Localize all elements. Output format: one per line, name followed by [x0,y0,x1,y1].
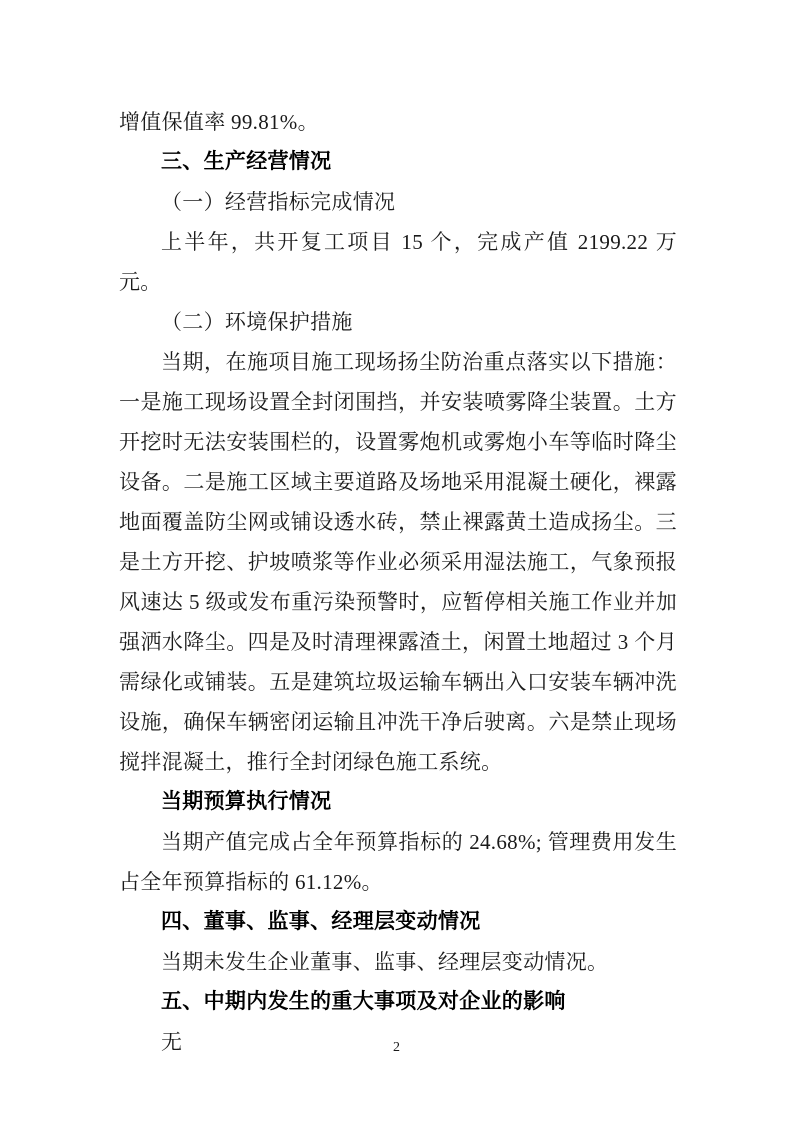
paragraph-management-changes: 当期未发生企业董事、监事、经理层变动情况。 [161,950,609,974]
section-heading-3-production-operation: 三、生产经营情况 [161,150,332,173]
carryover-text-value-preservation-rate: 增值保值率 99.81%。 [119,110,319,134]
section-heading-5-major-events: 五、中期内发生的重大事项及对企业的影响 [161,990,566,1013]
paragraph-none: 无 [161,1030,183,1054]
document-body [119,102,677,1062]
paragraph-operating-results: 上半年，共开复工项目 15 个，完成产值 2199.22 万元。 [119,230,677,294]
subsection-heading-1-operating-indicators: （一）经营指标完成情况 [161,190,396,214]
paragraph-environmental-measures: 当期，在施项目施工现场扬尘防治重点落实以下措施：一是施工现场设置全封闭围挡，并安装喷雾降尘装置。土方开挖时无法安装围栏的，设置雾炮机或雾炮小车等临时降尘设备。二是施工区域主要道路及场地采用混凝土硬化，裸露地面覆盖防尘网或铺设透水砖，禁止裸露黄土造成扬尘。三是土方开挖、护坡喷浆等作业必须采用湿法施工，气象预报风速达 5 级或发布重污染预警时，应暂停相关施工作业并加强洒水降尘。四是及时清理裸露渣土，闲置土地超过 3 个月需绿化或铺装。五是建筑垃圾运输车辆出入口安装车辆冲洗设施，确保车辆密闭运输且冲洗干净后驶离。六是禁止现场搅拌混凝土，推行全封闭绿色施工系统。 [119,350,677,774]
heading-budget-execution: 当期预算执行情况 [161,790,332,813]
page-footer [0,1034,793,1062]
section-heading-4-management-changes: 四、董事、监事、经理层变动情况 [161,910,481,933]
page-number: 2 [393,1040,400,1055]
subsection-heading-2-environmental-protection: （二）环境保护措施 [161,310,353,334]
paragraph-budget-execution: 当期产值完成占全年预算指标的 24.68%; 管理费用发生占全年预算指标的 61.12%。 [119,830,677,894]
